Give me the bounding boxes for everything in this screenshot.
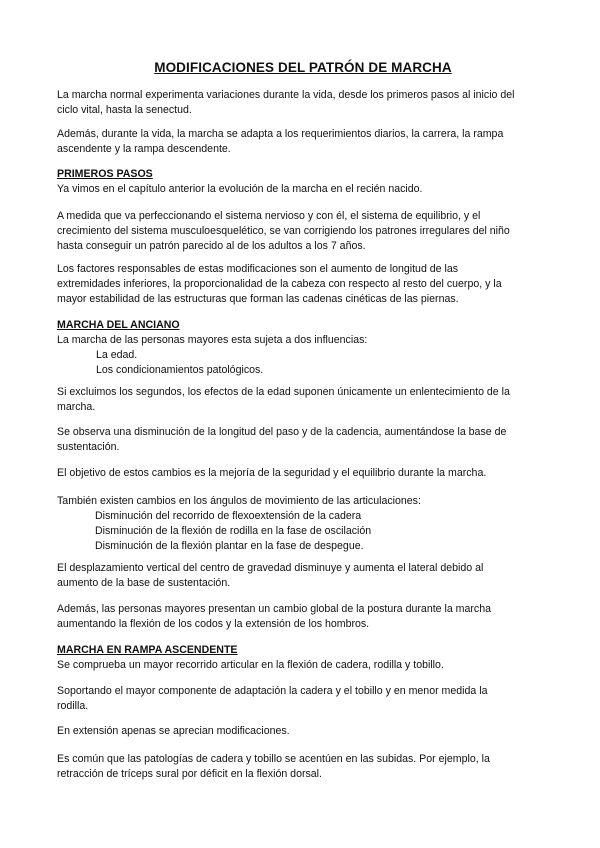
text-line: El objetivo de estos cambios es la mejoría de la seguridad y el equilibrio durante la marcha. (57, 467, 487, 479)
text-line: Ya vimos en el capítulo anterior la evolución de la marcha en el recién nacido. (57, 183, 423, 195)
section-marcha-anciano (57, 318, 549, 378)
text-line: A medida que va perfeccionando el sistema nervioso y con él, el sistema de equilibrio, y el (57, 210, 481, 222)
change-item: Disminución de la flexión plantar en la fase de despegue. (95, 540, 364, 552)
change-item: Disminución de la flexión de rodilla en la fase de oscilación (95, 525, 372, 537)
anciano-paragraph-6 (57, 561, 549, 591)
section-heading: PRIMEROS PASOS (57, 168, 153, 180)
text-line: Se comprueba un mayor recorrido articular en la flexión de cadera, rodilla y tobillo. (57, 659, 444, 671)
text-line: extremidades inferiores, la proporcionalidad de la cabeza con respecto al resto del cuerpo, y la (57, 278, 502, 290)
anciano-paragraph-4 (57, 466, 549, 481)
section-primeros-pasos (57, 167, 549, 197)
text-line: aumento de la base de sustentación. (57, 577, 231, 589)
intro-paragraph-2 (57, 127, 549, 157)
section-rampa-ascendente (57, 643, 549, 673)
influence-item: La edad. (96, 349, 138, 361)
anciano-paragraph-7 (57, 602, 549, 632)
text-line: La marcha de las personas mayores esta sujeta a dos influencias: (57, 334, 368, 346)
rampa-paragraph-2 (57, 684, 549, 714)
text-line: Es común que las patologías de cadera y tobillo se acentúen en las subidas. Por ejemplo, la (57, 753, 490, 765)
document-title: MODIFICACIONES DEL PATRÓN DE MARCHA (154, 60, 452, 75)
text-line: También existen cambios en los ángulos de movimiento de las articulaciones: (57, 495, 421, 507)
text-line: ciclo vital, hasta la senectud. (57, 104, 192, 116)
anciano-paragraph-5 (57, 494, 549, 554)
text-line: El desplazamiento vertical del centro de gravedad disminuye y aumenta el lateral debido al (57, 562, 484, 574)
text-line: mayor estabilidad de las estructuras que forman las cadenas cinéticas de las piernas. (57, 293, 459, 305)
text-line: Se observa una disminución de la longitud del paso y de la cadencia, aumentándose la base de (57, 426, 507, 438)
text-line: sustentación. (57, 441, 120, 453)
text-line: hasta conseguir un patrón parecido al de los adultos a los 7 años. (57, 240, 366, 252)
primeros-pasos-paragraph-2 (57, 209, 549, 254)
text-line: retracción de tríceps sural por déficit en la flexión dorsal. (57, 768, 322, 780)
text-line: Soportando el mayor componente de adaptación la cadera y el tobillo y en menor medida la (57, 685, 488, 697)
text-line: Además, durante la vida, la marcha se adapta a los requerimientos diarios, la carrera, la rampa (57, 128, 504, 140)
influence-item: Los condicionamientos patológicos. (96, 364, 264, 376)
text-line: En extensión apenas se aprecian modificaciones. (57, 725, 290, 737)
anciano-paragraph-3 (57, 425, 549, 455)
anciano-paragraph-2 (57, 385, 549, 415)
section-heading: MARCHA EN RAMPA ASCENDENTE (57, 644, 238, 656)
text-line: Si excluimos los segundos, los efectos de la edad suponen únicamente un enlentecimiento de la (57, 386, 510, 398)
change-item: Disminución del recorrido de flexoextensión de la cadera (95, 510, 362, 522)
section-heading: MARCHA DEL ANCIANO (57, 319, 180, 331)
text-line: La marcha normal experimenta variaciones durante la vida, desde los primeros pasos al inicio del (57, 89, 515, 101)
text-line: crecimiento del sistema musculoesquelético, se van corrigiendo los patrones irregulares del niño (57, 225, 510, 237)
primeros-pasos-paragraph-3 (57, 262, 549, 307)
rampa-paragraph-3 (57, 724, 549, 739)
rampa-paragraph-4 (57, 752, 549, 782)
text-line: marcha. (57, 401, 96, 413)
intro-paragraph-1 (57, 88, 549, 118)
text-line: rodilla. (57, 700, 89, 712)
text-line: Los factores responsables de estas modificaciones son el aumento de longitud de las (57, 263, 459, 275)
text-line: Además, las personas mayores presentan un cambio global de la postura durante la marcha (57, 603, 492, 615)
text-line: aumentando la flexión de los codos y la extensión de los hombros. (57, 618, 370, 630)
text-line: ascendente y la rampa descendente. (57, 143, 231, 155)
